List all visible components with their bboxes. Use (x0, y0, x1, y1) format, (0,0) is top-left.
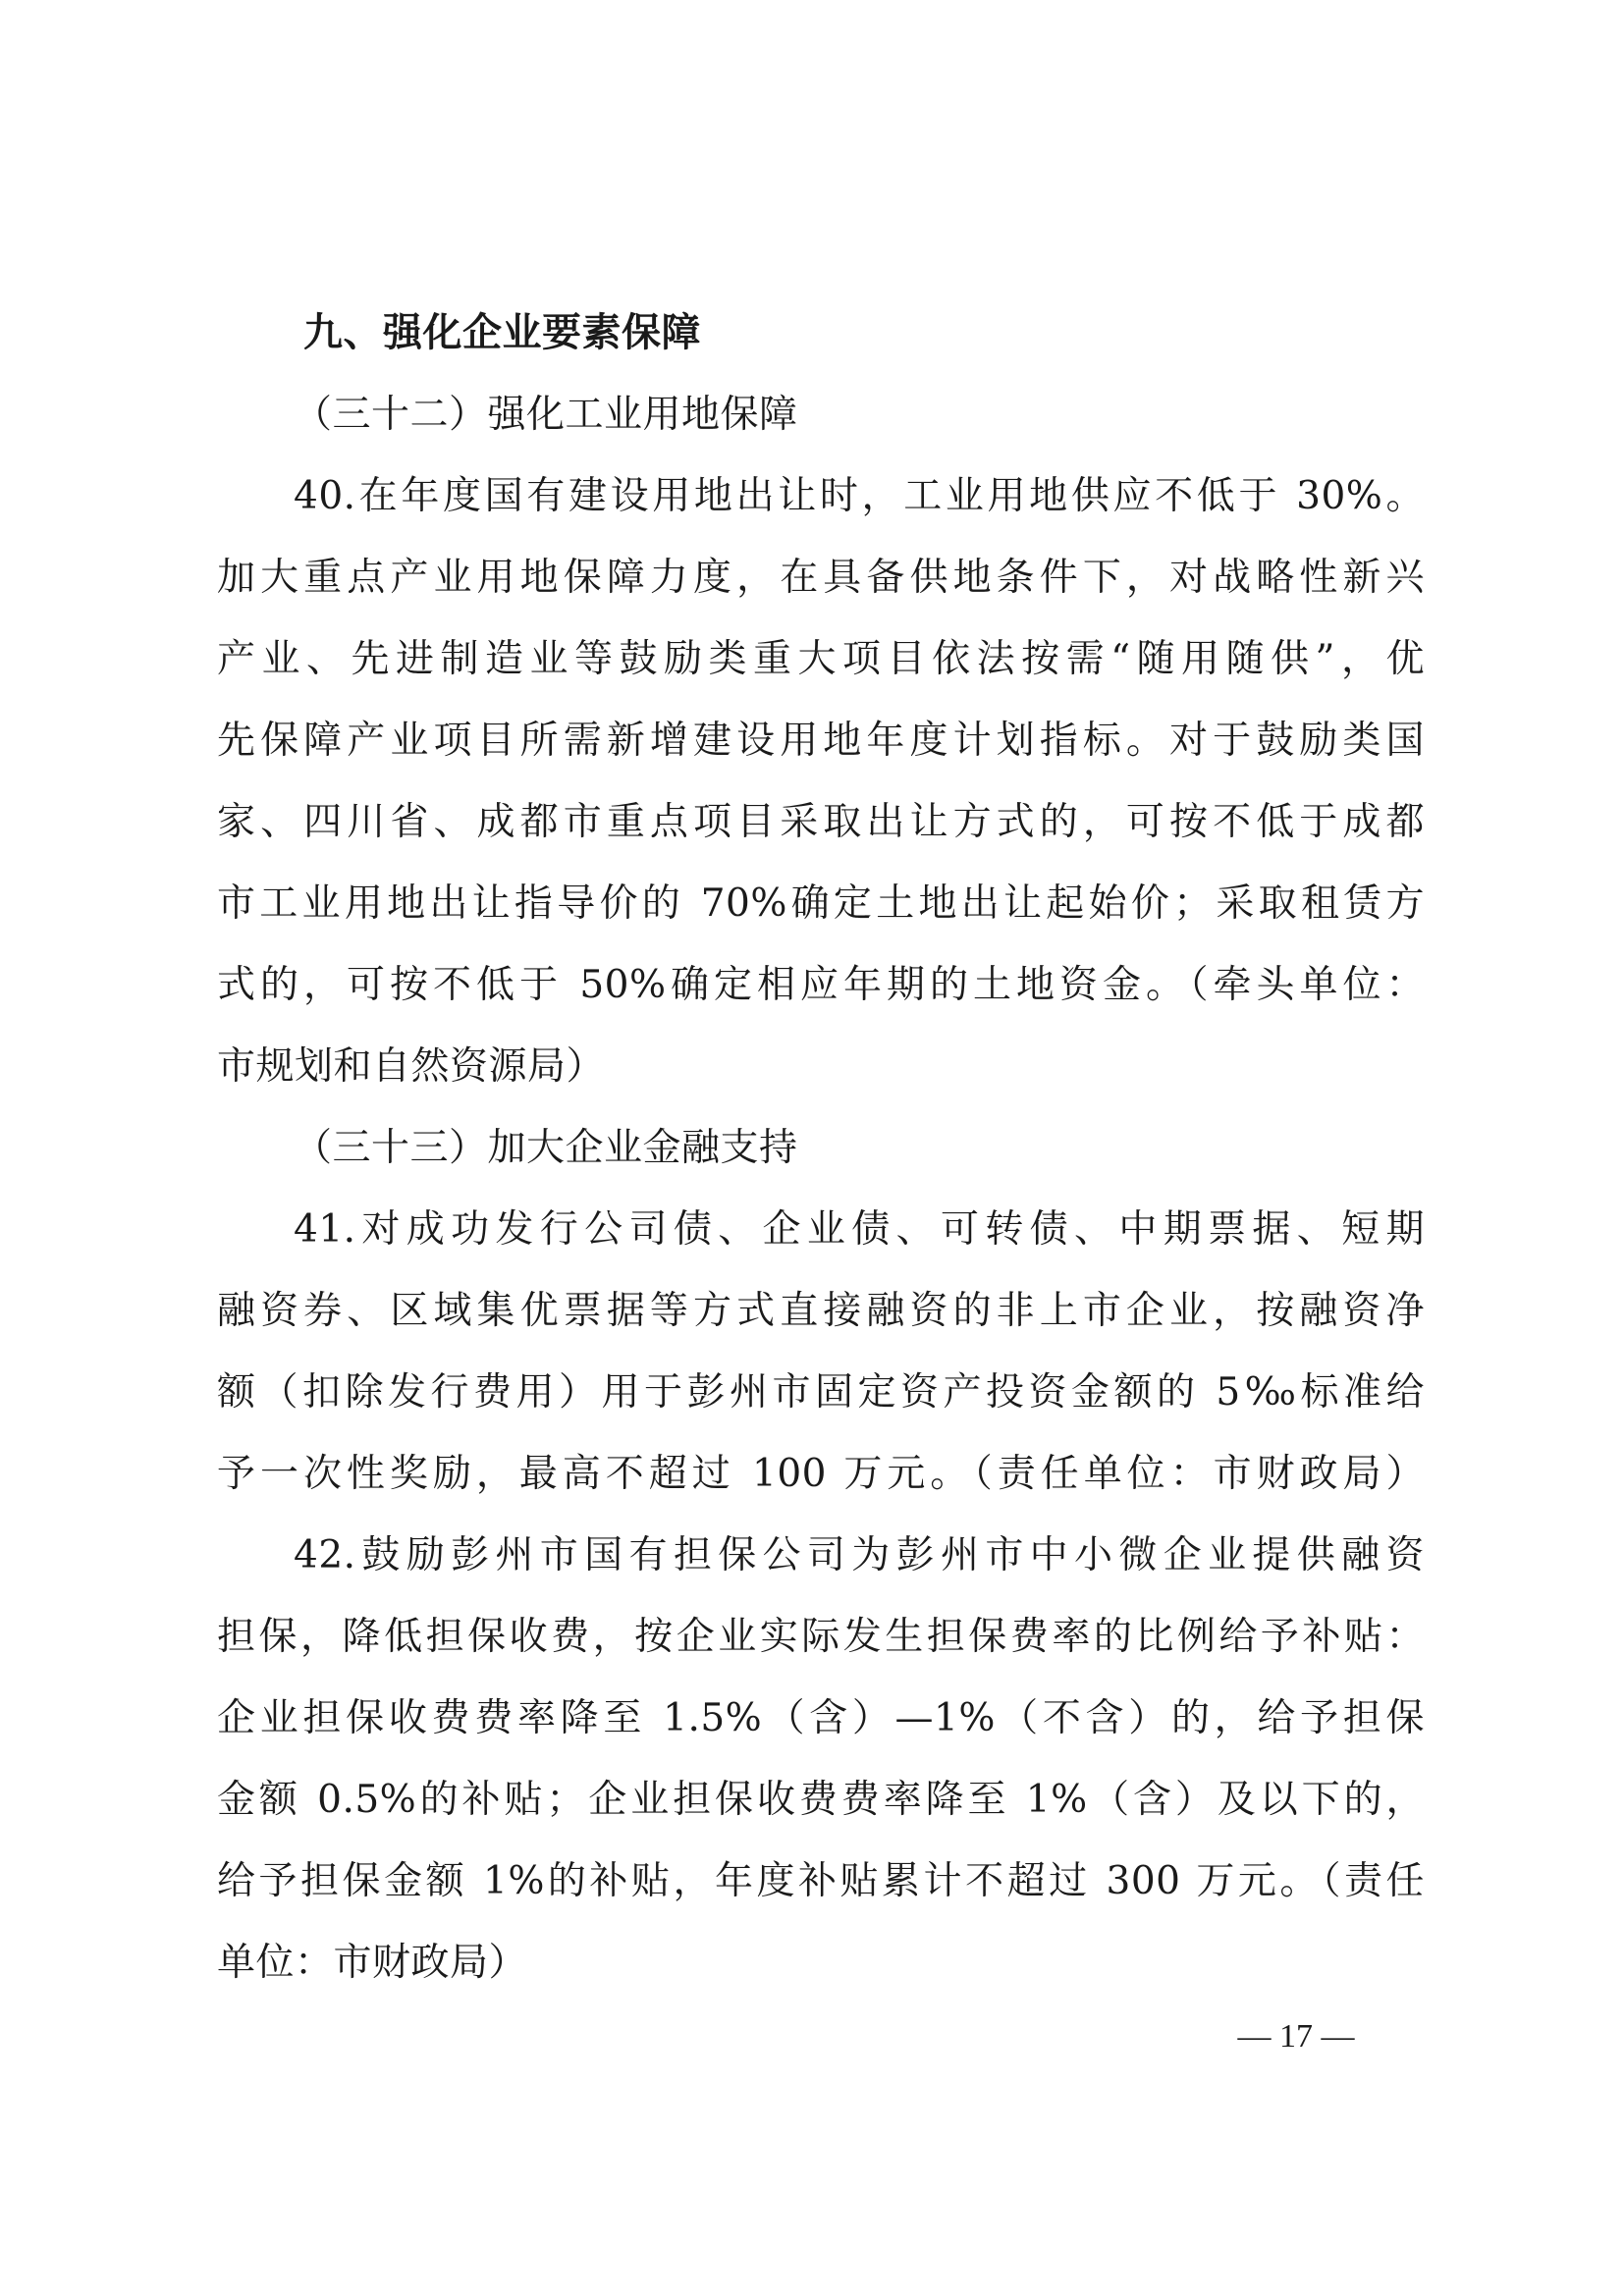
document-body (217, 293, 1425, 2003)
paragraph-line: 额（扣除发行费用）用于彭州市固定资产投资金额的 5‰标准给 (217, 1370, 1425, 1415)
paragraph-line: 41.对成功发行公司债、企业债、可转债、中期票据、短期 (294, 1207, 1425, 1252)
paragraph-line: 单位：市财政局） (217, 1941, 528, 1985)
section-heading: 九、强化企业要素保障 (303, 310, 701, 355)
paragraph-line: 先保障产业项目所需新增建设用地年度计划指标。对于鼓励类国 (217, 719, 1425, 763)
paragraph-line: 担保，降低担保收费，按企业实际发生担保费率的比例给予补贴： (217, 1615, 1425, 1659)
paragraph-line: 家、四川省、成都市重点项目采取出让方式的，可按不低于成都 (217, 800, 1425, 844)
paragraph-line: 市工业用地出让指导价的 70%确定土地出让起始价；采取租赁方 (217, 881, 1425, 926)
subsection-title-32: （三十二）强化工业用地保障 (294, 393, 798, 437)
paragraph-line: 融资券、区域集优票据等方式直接融资的非上市企业，按融资净 (217, 1289, 1425, 1333)
paragraph-line: 式的，可按不低于 50%确定相应年期的土地资金。（牵头单位： (217, 963, 1425, 1007)
paragraph-line: 40.在年度国有建设用地出让时，工业用地供应不低于 30%。 (294, 474, 1425, 518)
subsection-title-33: （三十三）加大企业金融支持 (294, 1126, 798, 1170)
paragraph-42 (217, 1515, 1425, 2003)
paragraph-line: 42.鼓励彭州市国有担保公司为彭州市中小微企业提供融资 (294, 1533, 1425, 1577)
paragraph-40 (217, 455, 1425, 1107)
paragraph-41 (217, 1189, 1425, 1515)
paragraph-line: 产业、先进制造业等鼓励类重大项目依法按需“随用随供”，优 (217, 637, 1425, 681)
paragraph-line: 企业担保收费费率降至 1.5%（含）—1%（不含）的，给予担保 (217, 1696, 1425, 1740)
paragraph-line: 加大重点产业用地保障力度，在具备供地条件下，对战略性新兴 (217, 556, 1425, 600)
page-number: — 17 — (1237, 2018, 1355, 2055)
paragraph-line: 给予担保金额 1%的补贴，年度补贴累计不超过 300 万元。（责任 (217, 1859, 1425, 1903)
paragraph-line: 金额 0.5%的补贴；企业担保收费费率降至 1%（含）及以下的， (217, 1778, 1425, 1822)
paragraph-line: 市规划和自然资源局） (217, 1044, 606, 1089)
paragraph-line: 予一次性奖励，最高不超过 100 万元。（责任单位：市财政局） (217, 1452, 1425, 1496)
